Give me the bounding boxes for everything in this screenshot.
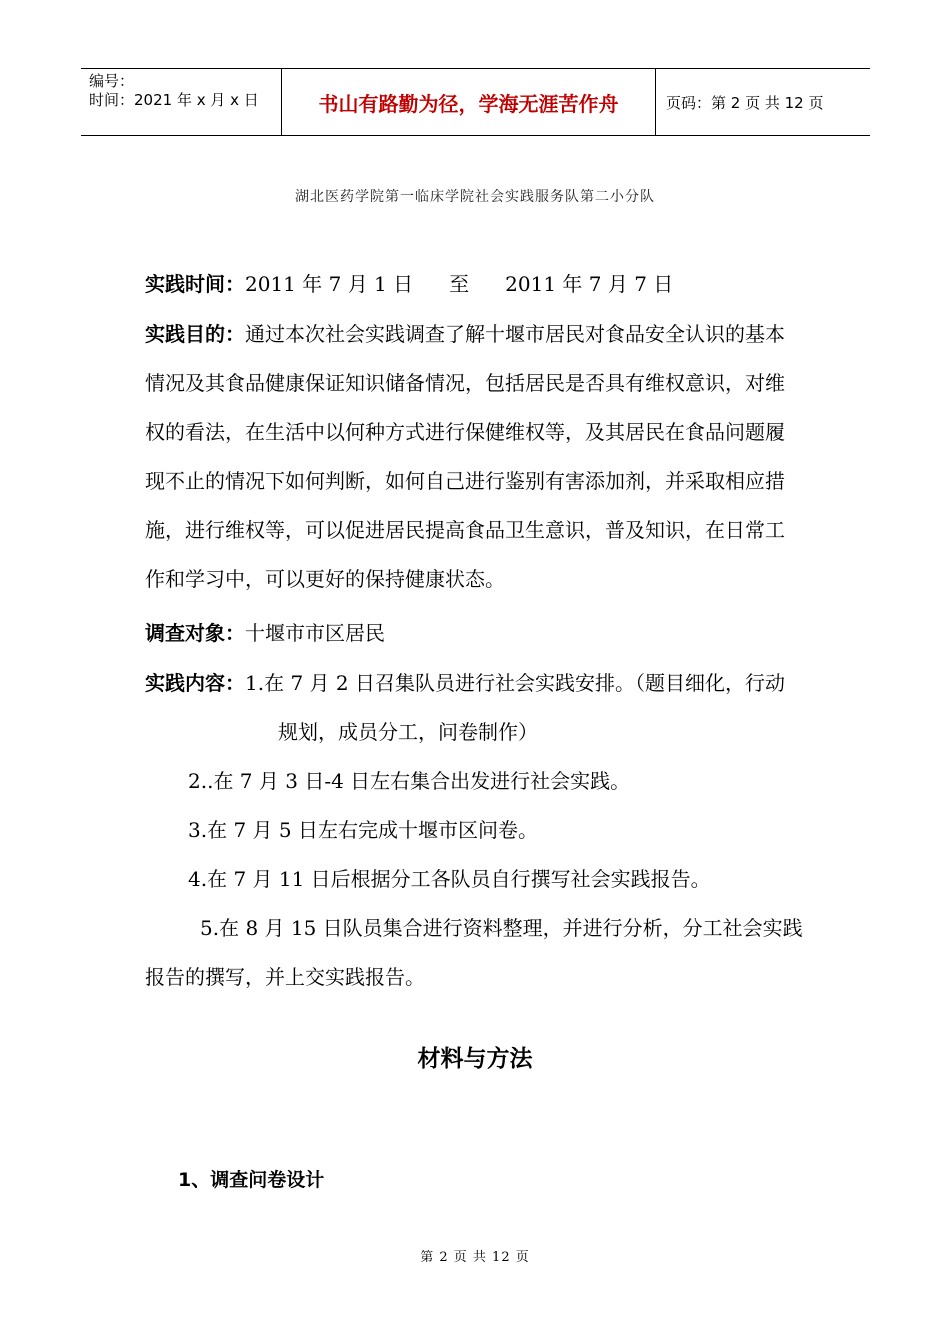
purpose-line: 情况及其食品健康保证知识储备情况，包括居民是否具有维权意识，对维	[145, 371, 785, 395]
practice-time-label: 实践时间：	[145, 272, 245, 296]
practice-time-to-word: 至	[449, 272, 470, 296]
content-item: 5.在 8 月 15 日队员集合进行资料整理，并进行分析，分工社会实践	[200, 916, 803, 940]
practice-time-from: 2011 年 7 月 1 日	[245, 272, 414, 296]
section-heading: 材料与方法	[417, 1046, 533, 1072]
subject-value: 十堰市市区居民	[245, 621, 385, 645]
subsection-heading: 1、调查问卷设计	[178, 1169, 325, 1191]
survey-subject	[145, 609, 810, 658]
purpose-line: 作和学习中，可以更好的保持健康状态。	[145, 567, 505, 591]
purpose-line: 施，进行维权等，可以促进居民提高食品卫生意识，普及知识，在日常工	[145, 518, 785, 542]
practice-time-to: 2011 年 7 月 7 日	[505, 272, 674, 296]
content-item-continued: 报告的撰写，并上交实践报告。	[145, 965, 425, 989]
purpose-line: 权的看法，在生活中以何种方式进行保健维权等，及其居民在食品问题履	[145, 420, 785, 444]
practice-content	[145, 659, 810, 1002]
purpose-label: 实践目的：	[145, 322, 245, 346]
header-meta	[81, 69, 282, 135]
time-label: 时间：2021 年 x 月 x 日	[89, 91, 259, 109]
content-item: 4.在 7 月 11 日后根据分工各队员自行撰写社会实践报告。	[188, 867, 711, 891]
page-footer: 第 2 页 共 12 页	[420, 1250, 530, 1265]
content-item: 3.在 7 月 5 日左右完成十堰市区问卷。	[188, 818, 538, 842]
practice-purpose	[145, 310, 810, 604]
content-item: 1.在 7 月 2 日召集队员进行社会实践安排。（题目细化，行动	[245, 671, 785, 695]
page-header	[81, 68, 870, 136]
document-subtitle: 湖北医药学院第一临床学院社会实践服务队第二小分队	[295, 189, 655, 205]
purpose-line: 通过本次社会实践调查了解十堰市居民对食品安全认识的基本	[245, 322, 785, 346]
content-item-continued: 规划，成员分工，问卷制作）	[278, 720, 538, 744]
purpose-line: 现不止的情况下如何判断，如何自己进行鉴别有害添加剂，并采取相应措	[145, 469, 785, 493]
content-label: 实践内容：	[145, 671, 245, 695]
number-label: 编号：	[89, 72, 135, 90]
subject-label: 调查对象：	[145, 621, 245, 645]
header-page-info: 页码：第 2 页 共 12 页	[666, 93, 824, 112]
content-item: 2..在 7 月 3 日-4 日左右集合出发进行社会实践。	[188, 769, 631, 793]
header-motto: 书山有路勤为径，学海无涯苦作舟	[282, 69, 656, 135]
practice-time	[145, 260, 810, 309]
